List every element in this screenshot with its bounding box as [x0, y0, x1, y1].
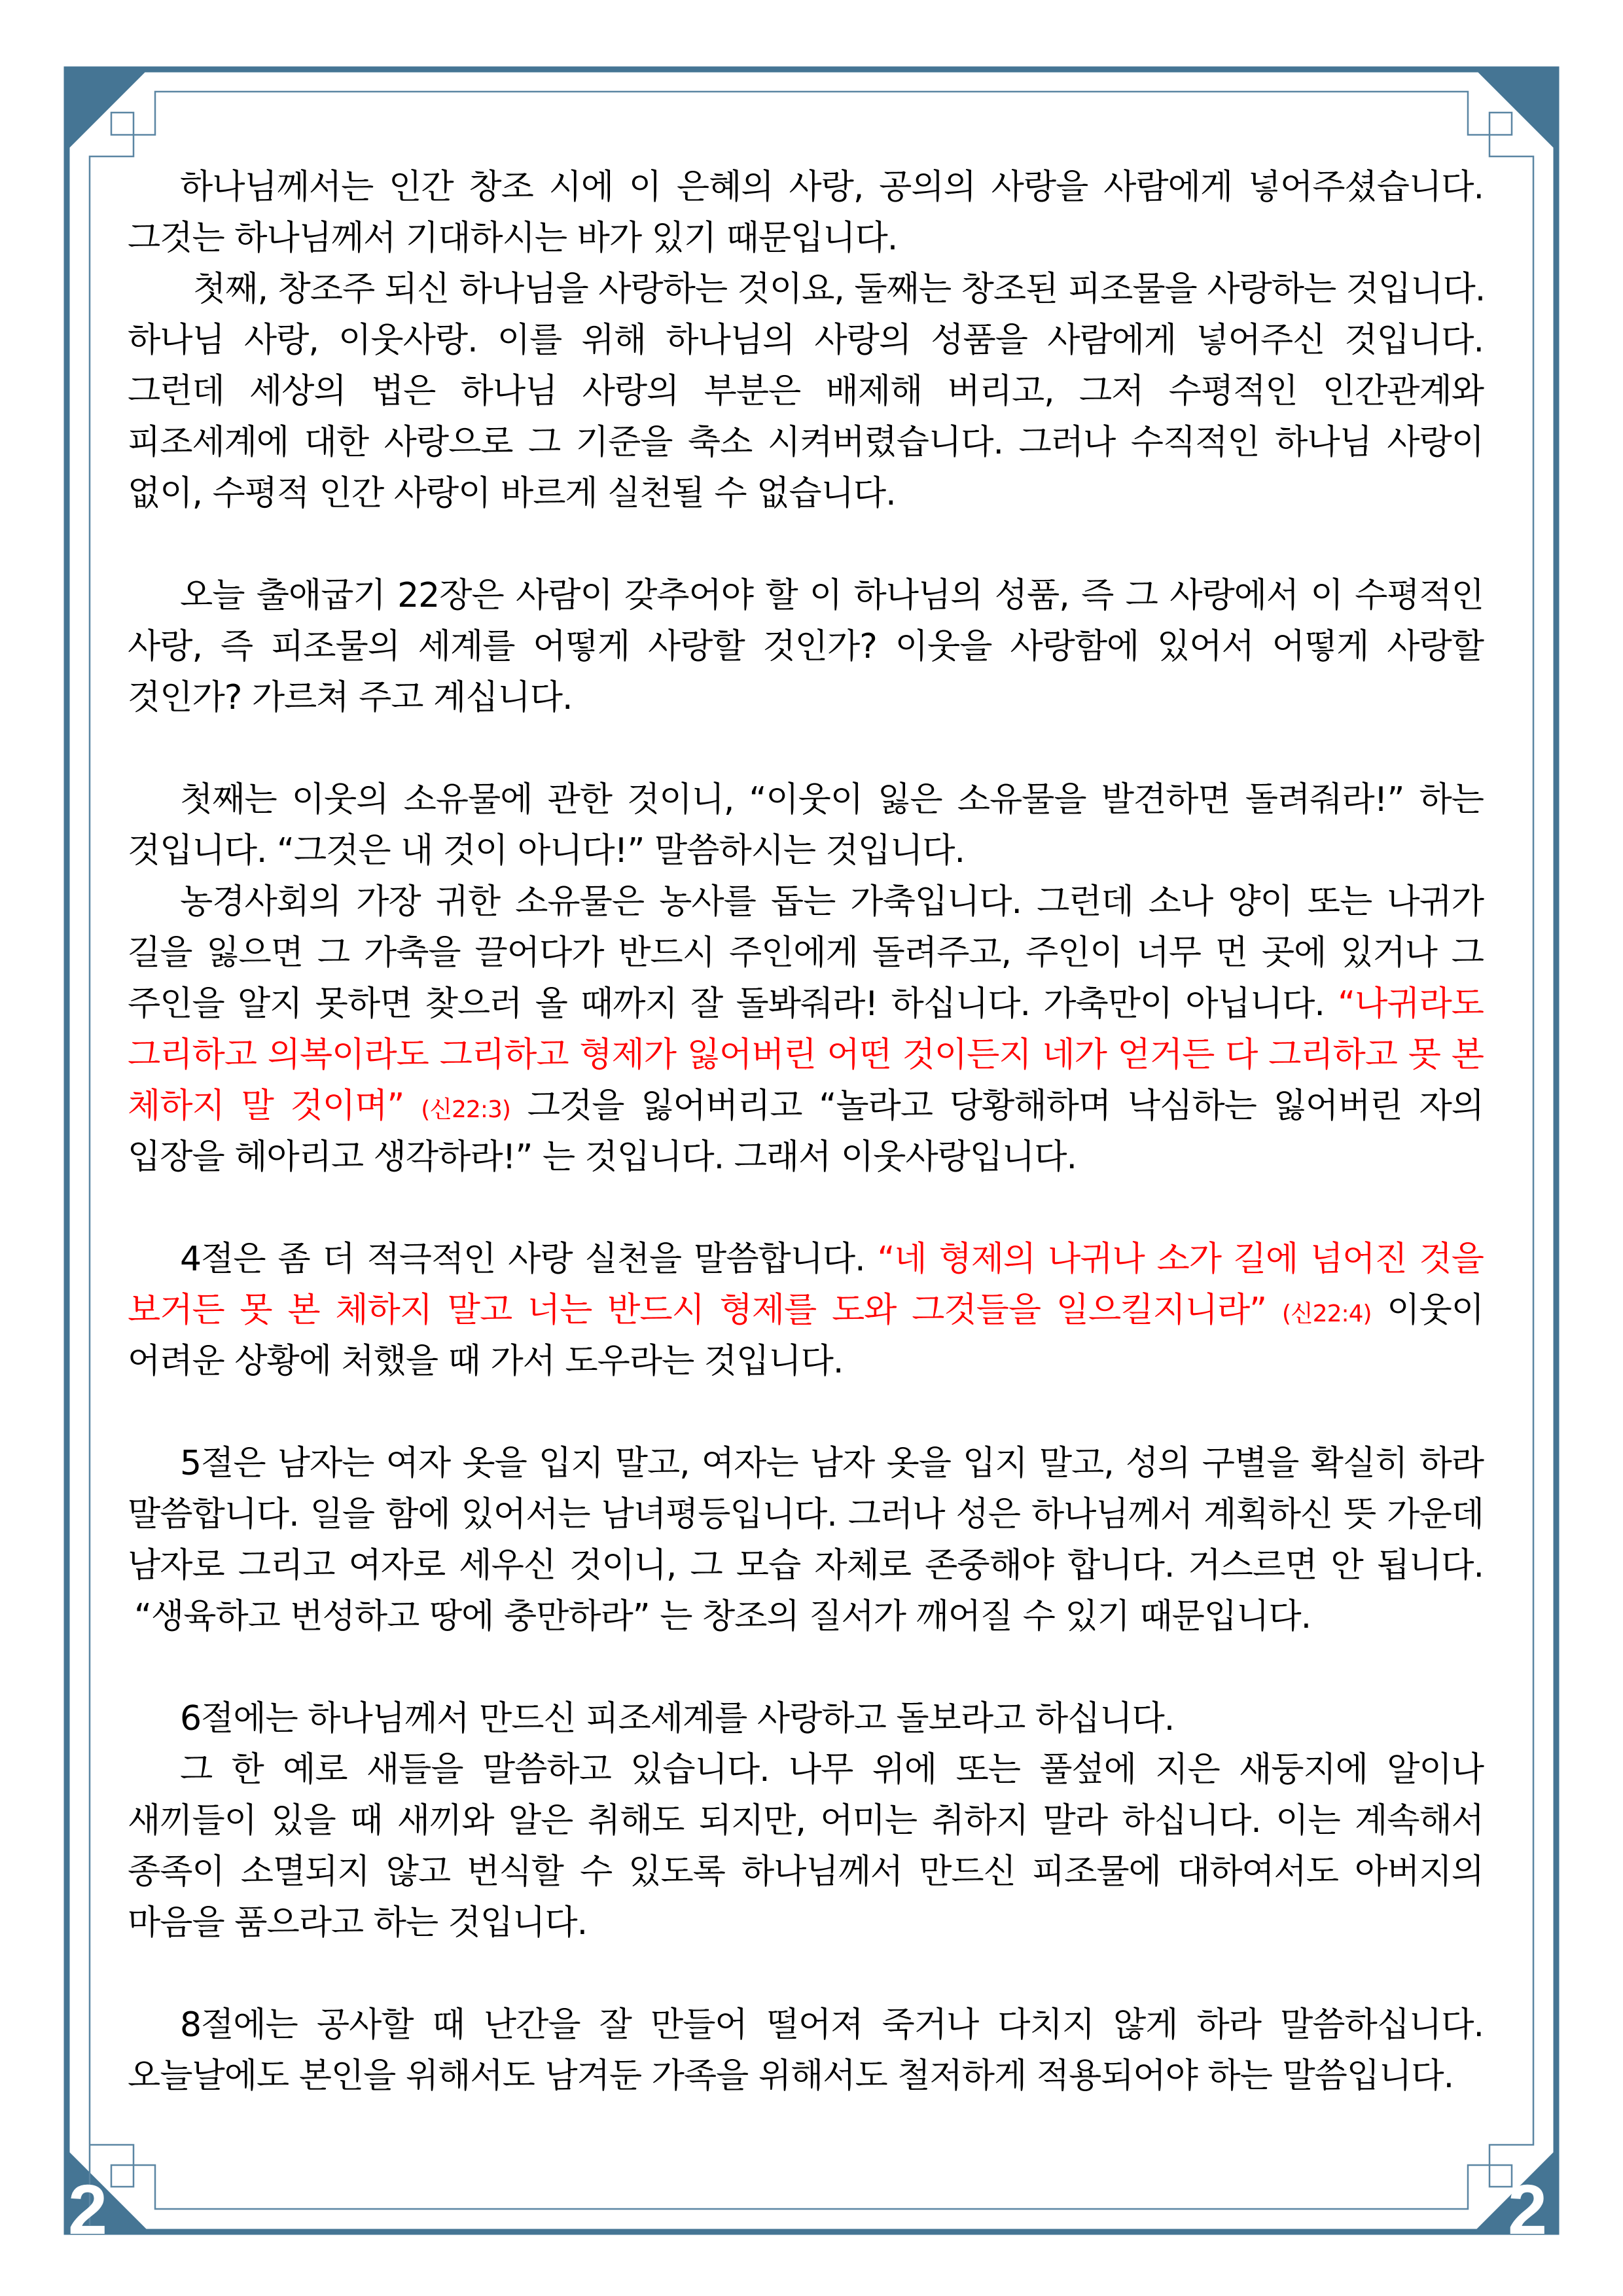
text-segment: 그것는 하나님께서 기대하시는 바가 있기 때문입니다. — [128, 219, 898, 258]
text-segment: 오늘 출애굽기 22장은 사람이 갖추어야 할 이 하나님의 성품, 즉 그 사랑에서 이 수평적인 — [180, 576, 1484, 615]
scripture-quote: 그리하고 의복이라도 그리하고 형제가 잃어버린 어떤 것이든지 네가 얻거든 다 그리하고 못 본 — [128, 1035, 1484, 1075]
text-line — [128, 1030, 1484, 1081]
text-segment: 주인을 알지 못하면 찾으러 올 때까지 잘 돌봐줘라! 하십니다. 가축만이 아닙니다. — [128, 984, 1338, 1024]
text-line — [128, 468, 1484, 519]
text-segment: 그 한 예로 새들을 말씀하고 있습니다. 나무 위에 또는 풀섶에 지은 새둥지에 알이나 — [180, 1750, 1484, 1789]
text-segment: 5절은 남자는 여자 옷을 입지 말고, 여자는 남자 옷을 입지 말고, 성의 구별을 확실히 하라 — [180, 1444, 1484, 1483]
paragraph-gap — [128, 1948, 1484, 2000]
page-number-left: 2 — [68, 2170, 108, 2249]
text-line — [128, 621, 1484, 672]
text-segment: 이웃이 — [1371, 1291, 1484, 1330]
text-line — [128, 1846, 1484, 1897]
text-line — [128, 825, 1484, 876]
text-line — [128, 1438, 1484, 1489]
paragraph-gap — [128, 1183, 1484, 1234]
text-segment: “생육하고 번성하고 땅에 충만하라” 는 창조의 질서가 깨어질 수 있기 때문입니다. — [134, 1597, 1311, 1636]
text-line — [128, 1795, 1484, 1846]
text-segment: 말씀합니다. 일을 함에 있어서는 남녀평등입니다. 그러나 성은 하나님께서 계획하신 뜻 가운데 — [128, 1495, 1484, 1534]
text-line — [128, 1285, 1484, 1336]
text-segment: 사랑, 즉 피조물의 세계를 어떻게 사랑할 것인가? 이웃을 사랑함에 있어서 어떻게 사랑할 — [128, 627, 1484, 666]
text-line — [128, 1591, 1484, 1642]
text-segment: 하나님께서는 인간 창조 시에 이 은혜의 사랑, 공의의 사랑을 사람에게 넣어주셨습니다. — [180, 168, 1484, 207]
text-line — [128, 2000, 1484, 2051]
text-segment: 길을 잃으면 그 가축을 끌어다가 반드시 주인에게 돌려주고, 주인이 너무 먼 곳에 있거나 그 — [128, 933, 1484, 973]
text-segment: 피조세계에 대한 사랑으로 그 기준을 축소 시켜버렸습니다. 그러나 수직적인 하나님 사랑이 — [128, 423, 1484, 462]
paragraph-gap — [128, 723, 1484, 774]
text-segment: 그런데 세상의 법은 하나님 사랑의 부분은 배제해 버리고, 그저 수평적인 인간관계와 — [128, 372, 1484, 411]
text-segment: 입장을 헤아리고 생각하라!” 는 것입니다. 그래서 이웃사랑입니다. — [128, 1138, 1077, 1177]
sermon-body-text — [128, 162, 1484, 2102]
text-line — [128, 876, 1484, 927]
text-line — [128, 927, 1484, 978]
text-line — [128, 1234, 1484, 1285]
text-segment: 없이, 수평적 인간 사랑이 바르게 실천될 수 없습니다. — [128, 474, 896, 513]
text-line — [128, 315, 1484, 366]
text-line — [128, 672, 1484, 723]
text-segment: 농경사회의 가장 귀한 소유물은 농사를 돕는 가축입니다. 그런데 소나 양이 또는 나귀가 — [180, 882, 1484, 922]
text-segment: 오늘날에도 본인을 위해서도 남겨둔 가족을 위해서도 철저하게 적용되어야 하는 말씀입니다. — [128, 2056, 1454, 2096]
text-line — [128, 570, 1484, 621]
text-line — [128, 213, 1484, 264]
text-segment: 8절에는 공사할 때 난간을 잘 만들어 떨어져 죽거나 다치지 않게 하라 말씀하십니다. — [180, 2005, 1484, 2045]
text-segment: 것인가? 가르쳐 주고 계십니다. — [128, 678, 573, 717]
scripture-quote: “네 형제의 나귀나 소가 길에 넘어진 것을 — [877, 1240, 1484, 1279]
scripture-citation: (신22:3) — [421, 1096, 510, 1123]
text-line — [128, 1744, 1484, 1795]
paragraph-gap — [128, 519, 1484, 570]
scripture-quote: “나귀라도 — [1338, 984, 1484, 1024]
text-line — [128, 1081, 1484, 1132]
text-line — [128, 1489, 1484, 1540]
text-segment: 6절에는 하나님께서 만드신 피조세계를 사랑하고 돌보라고 하십니다. — [180, 1699, 1175, 1738]
page-number-right: 2 — [1508, 2170, 1548, 2249]
text-line — [128, 366, 1484, 417]
text-line — [128, 1540, 1484, 1591]
text-segment: 하나님 사랑, 이웃사랑. 이를 위해 하나님의 사랑의 성품을 사람에게 넣어주신 것입니다. — [128, 321, 1484, 360]
text-line — [128, 1693, 1484, 1744]
text-segment: 남자로 그리고 여자로 세우신 것이니, 그 모습 자체로 존중해야 합니다. 거스르면 안 됩니다. — [128, 1546, 1484, 1585]
text-line — [128, 978, 1484, 1030]
scripture-quote: 체하지 말 것이며” — [128, 1086, 421, 1126]
text-segment: 것입니다. “그것은 내 것이 아니다!” 말씀하시는 것입니다. — [128, 831, 965, 870]
text-segment: 어려운 상황에 처했을 때 가서 도우라는 것입니다. — [128, 1342, 844, 1381]
text-segment: 4절은 좀 더 적극적인 사랑 실천을 말씀합니다. — [180, 1240, 878, 1279]
text-line — [128, 264, 1484, 315]
paragraph-gap — [128, 1387, 1484, 1438]
text-segment: 첫째는 이웃의 소유물에 관한 것이니, “이웃이 잃은 소유물을 발견하면 돌려줘라!” 하는 — [180, 780, 1484, 819]
text-line — [128, 417, 1484, 468]
text-line — [128, 1336, 1484, 1387]
text-line — [128, 2051, 1484, 2102]
scripture-citation: (신22:4) — [1281, 1300, 1372, 1327]
text-segment: 그것을 잃어버리고 “놀라고 당황해하며 낙심하는 잃어버린 자의 — [510, 1086, 1484, 1126]
scripture-quote: 보거든 못 본 체하지 말고 너는 반드시 형제를 도와 그것들을 일으킬지니라” — [128, 1291, 1282, 1330]
text-line — [128, 1132, 1484, 1183]
paragraph-gap — [128, 1642, 1484, 1693]
text-line — [128, 1897, 1484, 1948]
text-segment: 종족이 소멸되지 않고 번식할 수 있도록 하나님께서 만드신 피조물에 대하여서도 아버지의 — [128, 1852, 1484, 1892]
text-line — [128, 162, 1484, 213]
text-line — [128, 774, 1484, 825]
text-segment: 첫째, 창조주 되신 하나님을 사랑하는 것이요, 둘째는 창조된 피조물을 사랑하는 것입니다. — [193, 270, 1486, 309]
text-segment: 마음을 품으라고 하는 것입니다. — [128, 1903, 588, 1943]
text-segment: 새끼들이 있을 때 새끼와 알은 취해도 되지만, 어미는 취하지 말라 하십니다. 이는 계속해서 — [128, 1801, 1484, 1840]
